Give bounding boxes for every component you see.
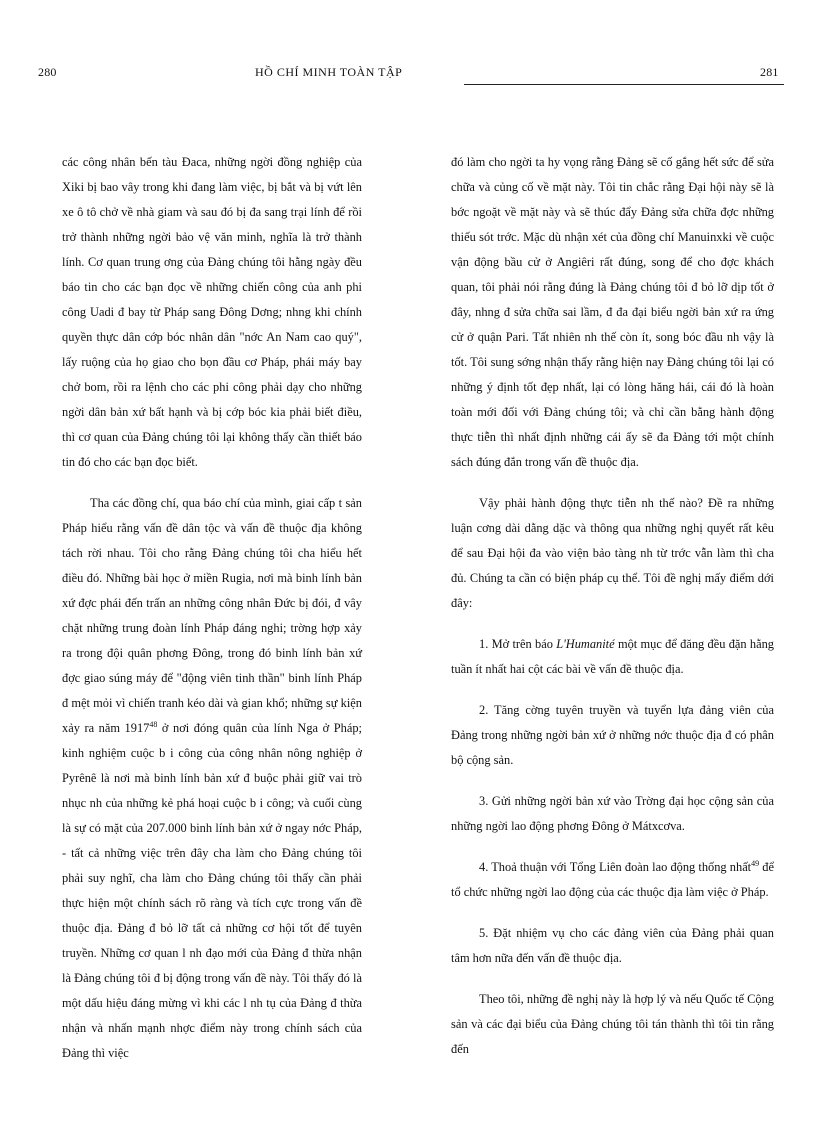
- list-item: 3. Gửi những ngời bản xứ vào Trờng đại học cộng sản của những ngời lao động phơng Đông ở Mátxcơva.: [451, 794, 774, 833]
- paragraph-text: ở nơi đóng quân của lính Nga ở Pháp; kinh nghiệm cuộc b i công của công nhân nông nghiệp ở Pyrênê là nơi mà binh lính bản xứ đ buộc phải giữ vai trò nhục nh của những kẻ phá hoại cuộc b i công; và cuối cùng là sự có mặt của 207.000 binh lính bản xứ ở ngay nớc Pháp, - tất cả những việc trên đây cha làm cho Đảng chúng tôi phải suy nghĩ, cha làm cho Đảng chúng tôi thấy cần phải thực hiện một chính sách rõ ràng và tích cực trong vấn đề thuộc địa. Đảng đ bỏ lỡ tất cả những cơ hội tốt để tuyên truyền. Những cơ quan l nh đạo mới của Đảng đ thừa nhận là Đảng chúng tôi đ bị động trong vấn đề này. Tôi thấy đó là một dấu hiệu đáng mừng vì khi các l nh tụ của Đảng đ thừa nhận và nhấn mạnh nhợc điểm này trong chính sách của Đảng thì việc: [62, 721, 362, 1060]
- paragraph: đó làm cho ngời ta hy vọng rằng Đảng sẽ cố gắng hết sức để sửa chữa và củng cố về mặt này. Tôi tin chắc rằng Đại hội này sẽ là bớc ngoặt về mặt này và sẽ thúc đẩy Đảng sửa chữa đợc những thiếu sót trớc. Mặc dù nhận xét của đồng chí Manuinxki về cuộc vận động bầu cử ở Angiêri rất đúng, song để cho đợc khách quan, tôi phải nói rằng đúng là Đảng chúng tôi đ bỏ lỡ dịp tốt ở đây, nhng đ sửa chữa sai lầm, đ đa đại biểu ngời bản xứ ra ứng cử ở quận Pari. Tất nhiên nh thế còn ít, song bóc đầu nh vậy là tốt. Tôi sung sớng nhận thấy rằng hiện nay Đảng chúng tôi lại có những ý định tốt đẹp nhất, lại có lòng hăng hái, cái đó là hoàn toàn mới đối với Đảng chúng tôi; và chỉ cần bằng hành động thực tiễn thì nhất định những cái ấy sẽ đa Đảng tới một chính sách đúng đắn trong vấn đề thuộc địa.: [451, 155, 774, 469]
- paragraph: các công nhân bến tàu Đaca, những ngời đồng nghiệp của Xiki bị bao vây trong khi đang làm việc, bị bắt và bị vứt lên xe ô tô chở về nhà giam và sau đó bị đa sang trại lính để rồi trở thành những ngời bảo vệ văn minh, nghĩa là trở thành lính. Cơ quan trung ơng của Đảng chúng tôi hằng ngày đều báo tin cho các bạn đọc về những chiến công của anh phi công Uadi đ bay từ Pháp sang Đông Dơng; nhng khi chính quyền thực dân cớp bóc nhân dân "nớc An Nam cao quý", lấy ruộng của họ giao cho bọn đầu cơ Pháp, phái máy bay chở bom, rồi ra lệnh cho các phi công phải dạy cho những ngời dân bản xứ bất hạnh và bị cớp bóc kia phải biết điều, thì cơ quan của Đảng chúng tôi lại không thấy cần thiết báo tin đó cho các bạn đọc biết.: [62, 155, 362, 469]
- item-text: một mục để đăng đều đặn hằng tuần ít nhất hai cột các bài về vấn đề thuộc địa.: [451, 637, 774, 676]
- list-item: [451, 855, 774, 905]
- paragraph: [62, 491, 362, 1066]
- paragraph: Vậy phải hành động thực tiễn nh thế nào? Đề ra những luận cơng dài dằng dặc và thông qua những nghị quyết rất kêu để sau Đại hội đa vào viện bảo tàng nh từ trớc vẫn làm thì cha đủ. Chúng ta cần có biện pháp cụ thể. Tôi đề nghị mấy điểm dới đây:: [451, 496, 774, 610]
- left-text-column: [62, 150, 362, 1066]
- page-number: 281: [760, 65, 779, 79]
- header-rule: [464, 84, 784, 85]
- list-item: 2. Tăng cờng tuyên truyền và tuyển lựa đảng viên của Đảng trong những ngời bản xứ ở những nớc thuộc địa đ có phân bộ cộng sản.: [451, 703, 774, 767]
- right-page: [408, 0, 816, 1123]
- running-head: HỒ CHÍ MINH TOÀN TẬP: [255, 65, 403, 79]
- item-text: 1. Mở trên báo: [479, 637, 557, 651]
- right-text-column: [451, 150, 774, 1062]
- paragraph: Theo tôi, những đề nghị này là hợp lý và nếu Quốc tế Cộng sản và các đại biểu của Đảng chúng tôi tán thành thì tôi tin rằng đến: [451, 992, 774, 1056]
- footnote-ref: 49: [751, 858, 760, 868]
- paragraph-text: Tha các đồng chí, qua báo chí của mình, giai cấp t sản Pháp hiểu rằng vấn đề dân tộc và vấn đề thuộc địa không tách rời nhau. Tôi cho rằng Đảng chúng tôi cha hiểu hết điều đó. Những bài học ở miền Rugia, nơi mà binh lính bản xứ đợc phái đến trấn an những công nhân Đức bị đói, đ vây chặt những trung đoàn lính Pháp đáng nghi; trờng hợp xảy ra trong đội quân phơng Đông, trong đó binh lính bản xứ đợc giao súng máy để "động viên tinh thần" binh lính Pháp đ mệt mỏi vì chiến tranh kéo dài và gian khổ; những sự kiện xảy ra năm 1917: [62, 496, 362, 735]
- journal-title: L'Humanité: [556, 637, 615, 651]
- footnote-ref: 48: [149, 719, 158, 729]
- list-item: [451, 632, 774, 682]
- item-text: để tổ chức những ngời lao động của các thuộc địa làm việc ở Pháp.: [451, 860, 775, 899]
- item-text: 4. Thoả thuận với Tổng Liên đoàn lao động thống nhất: [479, 860, 752, 874]
- page-number: 280: [38, 65, 57, 79]
- list-item: 5. Đặt nhiệm vụ cho các đảng viên của Đảng phải quan tâm hơn nữa đến vấn đề thuộc địa.: [451, 926, 774, 965]
